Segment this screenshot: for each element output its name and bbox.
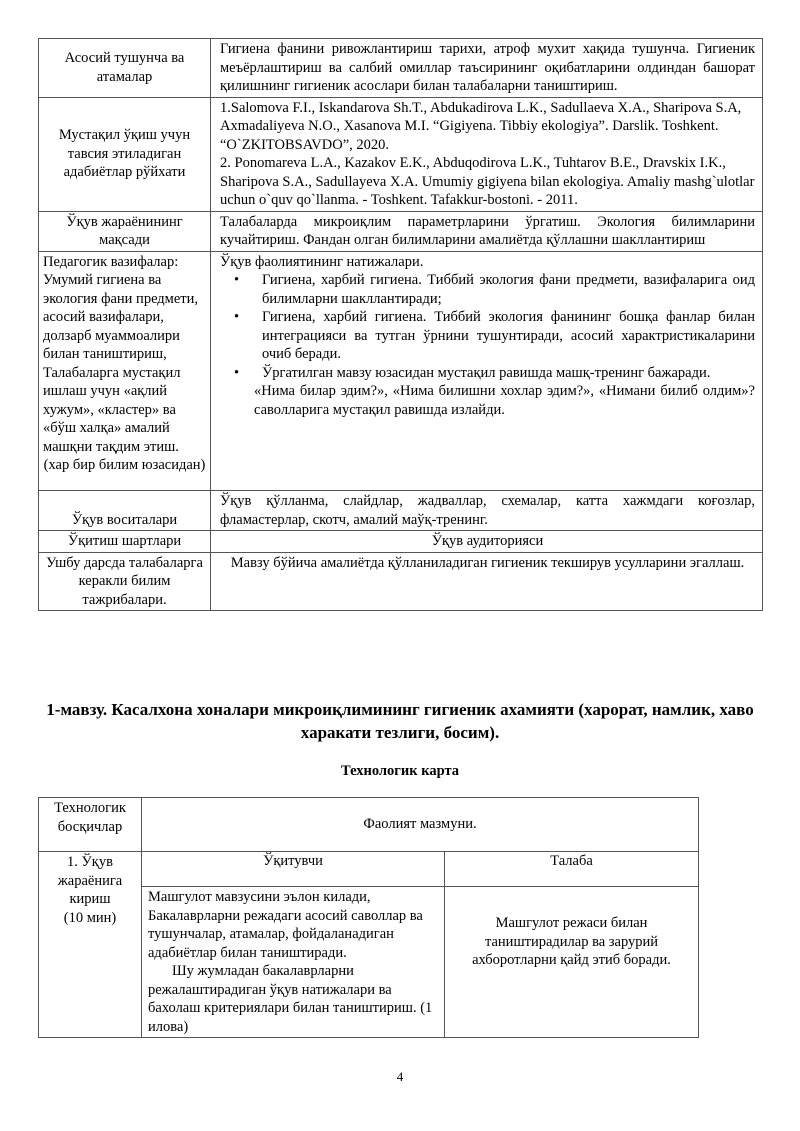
bullet-icon: • — [234, 364, 240, 381]
list-item — [224, 271, 755, 308]
pedagogical-tasks-text: Педагогик вазифалар: Умумий гигиена ва экология фани предмети, асосий вазифалари, долзарб муаммоалири билан таништириш, Талабаларга мустақил ишлаш учун «ақлий хужум», «кластер» ва «бўш халқа» амалий машқни тақдим этиш. — [43, 253, 199, 455]
table-row — [39, 211, 763, 251]
teacher-text: Машгулот мавзусини эълон килади, Бакалаврларни режадаги асосий саволлар ва тушунчалар, атамалар, фойдаланадиган адабиётлар билан таништиради. — [148, 889, 423, 961]
student-header: Талаба — [445, 852, 699, 887]
technology-card-table — [38, 797, 699, 1038]
list-item-text: Гигиена, харбий гигиена. Тиббий экология фани предмети, вазифаларига оид билимларни шакллантиради; — [262, 272, 755, 307]
basic-concepts-label: Асосий тушунча ва атамалар — [39, 39, 211, 98]
literature-item: 1.Salomova F.I., Iskandarova Sh.T., Abdukadirova L.K., Sadullaeva X.A., Sharipova S.A, Axmadaliyeva N.O., Xasanova M.I. “Gigiyena. Tibbiy ekologiya”. Darslik. Toshkent. “O`ZKITOBSAVDO”, 2020. — [220, 99, 742, 153]
page-number: 4 — [396, 1069, 404, 1084]
table-row — [39, 97, 763, 211]
table-row — [39, 39, 763, 98]
literature-label: Мустақил ўқиш учун тавсия этиладиган адабиётлар рўйхати — [39, 97, 211, 211]
literature-content — [211, 97, 763, 211]
outcomes-closing: «Нима билар эдим?», «Нима билишни хохлар эдим?», «Нимани билиб олдим»? саволларига мустақил равишда излайди. — [254, 383, 755, 418]
experience-label: Ушбу дарсда талабаларга керакли билим тажрибалари. — [39, 552, 211, 611]
stage-time: (10 мин) — [63, 909, 117, 926]
pedagogical-tasks-content — [211, 251, 763, 491]
outcomes-intro: Ўқув фаолиятининг натижалари. — [220, 253, 424, 270]
conditions-label: Ўқитиш шартлари — [39, 531, 211, 553]
bullet-icon: • — [234, 309, 240, 325]
spacer — [220, 419, 755, 489]
tools-content: Ўқув қўлланма, слайдлар, жадваллар, схемалар, катта хажмдаги коғозлар, фламастерлар, скотч, амалий маўқ-тренинг. — [211, 491, 763, 531]
literature-item: 2. Ponomareva L.A., Kazakov E.K., Abduqodirova L.K., Tuhtarov B.E., Dravskix I.K., Sharipova S.A., Sadullayeva X.A. Umumiy gigiyena bilan ekologiya. Amaliy mashg`ulotlar uchun o`quv qo`llanma. - Toshkent. Tafakkur-bostoni. - 2011. — [220, 155, 755, 208]
table-row — [39, 552, 763, 611]
column-header-stage: Технологик босқичлар — [39, 798, 142, 852]
stage-cell — [39, 852, 142, 1038]
list-item-text: Ўргатилган мавзу юзасидан мустақил равишда машқ-тренинг бажаради. — [262, 364, 711, 381]
basic-concepts-content: Гигиена фанини ривожлантириш тарихи, атроф мухит хақида тушунча. Гигиеник меъёрлаштириш ва салбий омиллар таъсирининг оқибатларини олдиндан башорат қилишнинг гигиеник асослари билан талабаларни таништириш. — [211, 39, 763, 98]
list-item — [224, 308, 755, 364]
column-header-content: Фаолият мазмуни. — [142, 798, 699, 852]
pedagogical-tasks-label — [39, 251, 211, 491]
topic-heading: 1-мавзу. Касалхона хоналари микроиқлимининг гигиеник ахамияти (харорат, намлик, хаво харакати тезлиги, босим). — [46, 700, 754, 742]
teacher-text-2: Шу жумладан бакалаврларни режалаштирадиган ўқув натижалари ва бахолаш критериялари билан таништириш. (1 илова) — [148, 963, 433, 1035]
goal-content: Талабаларда микроиқлим параметрларини ўргатиш. Экология билимларини кучайтириш. Фандан олган билимларини амалиётда қўллашни шакллантириш — [211, 211, 763, 251]
lesson-info-table — [38, 38, 763, 611]
list-item — [224, 364, 755, 383]
teacher-header: Ўқитувчи — [142, 852, 445, 887]
table-row — [39, 852, 699, 887]
tools-label: Ўқув воситалари — [39, 491, 211, 531]
student-activity: Машгулот режаси билан таништирадилар ва зарурий ахборотларни қайд этиб боради. — [445, 887, 699, 1038]
experience-content: Мавзу бўйича амалиётда қўлланиладиган гигиеник текширув усулларини эгаллаш. — [211, 552, 763, 611]
table-row — [39, 531, 763, 553]
stage-name: 1. Ўқув жараёнига кириш — [57, 854, 123, 907]
tech-card-title: Технологик карта — [340, 763, 460, 779]
table-row — [39, 491, 763, 531]
pedagogical-tasks-note: (хар бир билим юзасидан) — [43, 457, 206, 473]
table-row — [39, 251, 763, 491]
goal-label: Ўқув жараёнининг мақсади — [39, 211, 211, 251]
table-row — [39, 798, 699, 852]
conditions-content: Ўқув аудиторияси — [211, 531, 763, 553]
teacher-activity — [142, 887, 445, 1038]
bullet-icon: • — [234, 272, 240, 288]
list-item-text: Гигиена, харбий гигиена. Тиббий экология фанининг бошқа фанлар билан интеграцияси ва тутган ўрнини тушунтиради, асосий характристикаларини очиб беради. — [262, 309, 755, 362]
